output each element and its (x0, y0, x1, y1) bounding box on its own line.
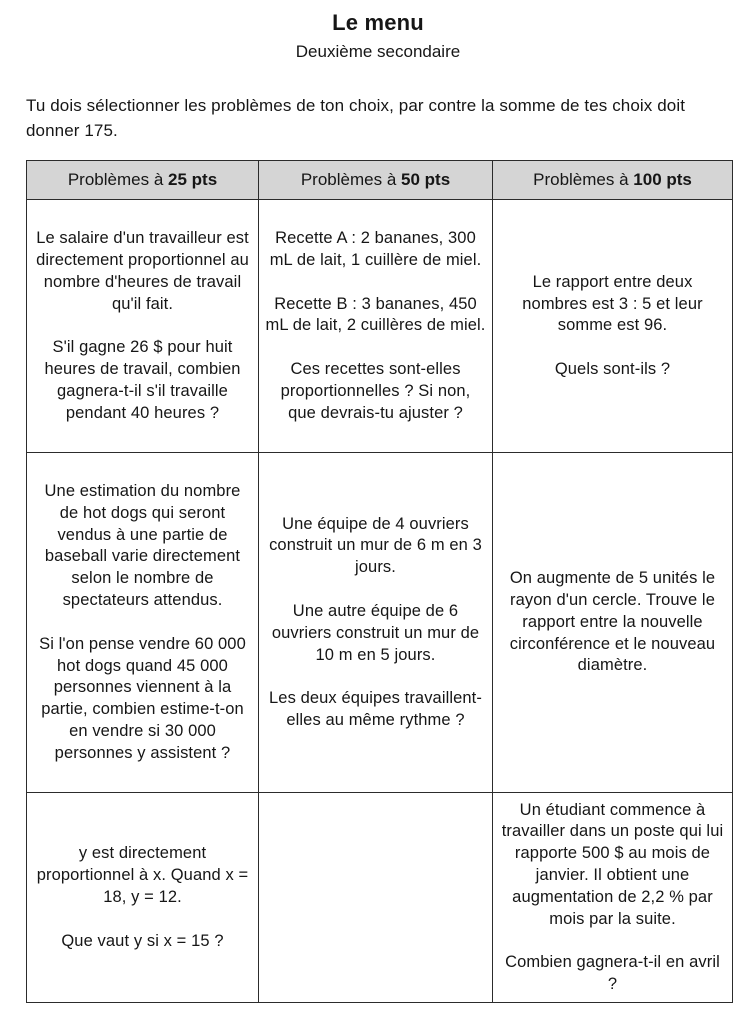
problem-paragraph: Le rapport entre deux nombres est 3 : 5 et leur somme est 96. (522, 272, 703, 335)
problem-cell-student-salary (493, 793, 733, 1003)
problem-cell-recipes (259, 200, 493, 453)
column-header-points: 50 pts (401, 170, 451, 190)
column-header-points: 100 pts (633, 170, 692, 190)
table-header-row (27, 161, 733, 200)
table-row (27, 200, 733, 453)
table-row (27, 793, 733, 1003)
problem-paragraph: Une estimation du nombre de hot dogs qui seront vendus à une partie de baseball varie directement selon le nombre de spectateurs attendus. (44, 482, 241, 610)
problem-paragraph: Ces recettes sont-elles proportionnelles ? Si non, que devrais-tu ajuster ? (280, 360, 471, 422)
problem-paragraph: Un étudiant commence à travailler dans un poste qui lui rapporte 500 $ au mois de janvier. Il obtient une augmentation de 2,2 % par mois par la suite. (501, 800, 724, 928)
problem-paragraph: Une équipe de 4 ouvriers construit un mur de 6 m en 3 jours. (269, 514, 482, 577)
problem-paragraph: Quels sont-ils ? (554, 360, 671, 379)
problem-cell-proportional-xy (27, 793, 259, 1003)
problem-paragraph: S'il gagne 26 $ pour huit heures de travail, combien gagnera-t-il s'il travaille pendant 40 heures ? (44, 338, 241, 422)
column-header-50pts (259, 161, 493, 200)
empty-cell (259, 793, 493, 1003)
instruction-text: Tu dois sélectionner les problèmes de ton choix, par contre la somme de tes choix doit donner 175. (26, 96, 686, 140)
problem-paragraph: Recette A : 2 bananes, 300 mL de lait, 1 cuillère de miel. (269, 229, 482, 269)
problem-cell-circle (493, 453, 733, 793)
problem-paragraph: Combien gagnera-t-il en avril ? (505, 953, 720, 994)
column-header-prefix: Problèmes à (533, 170, 634, 190)
problem-paragraph: Le salaire d'un travailleur est directement proportionnel au nombre d'heures de travail qu'il fait. (36, 229, 249, 313)
problem-paragraph: On augmente de 5 unités le rayon d'un cercle. Trouve le rapport entre la nouvelle circonférence et le nouveau diamètre. (509, 569, 716, 675)
table-row (27, 453, 733, 793)
problem-cell-ratio (493, 200, 733, 453)
page-subtitle: Deuxième secondaire (295, 42, 461, 61)
page-title: Le menu (332, 10, 424, 35)
problem-cell-teams (259, 453, 493, 793)
problem-paragraph: Que vaut y si x = 15 ? (61, 931, 224, 950)
problem-paragraph: y est directement proportionnel à x. Quand x = 18, y = 12. (36, 844, 249, 906)
problem-paragraph: Les deux équipes travaillent-elles au même rythme ? (269, 689, 482, 730)
problem-cell-hotdogs (27, 453, 259, 793)
problem-paragraph: Recette B : 3 bananes, 450 mL de lait, 2 cuillères de miel. (265, 294, 486, 335)
column-header-prefix: Problèmes à (300, 170, 402, 190)
column-header-100pts (493, 161, 733, 200)
problems-table (26, 160, 733, 1003)
problem-paragraph: Si l'on pense vendre 60 000 hot dogs quand 45 000 personnes viennent à la partie, combien estime-t-on en vendre si 30 000 personnes y assistent ? (39, 634, 246, 762)
problem-cell-salary (27, 200, 259, 453)
column-header-prefix: Problèmes à (67, 170, 169, 190)
column-header-25pts (27, 161, 259, 200)
column-header-points: 25 pts (168, 170, 218, 190)
problem-paragraph: Une autre équipe de 6 ouvriers construit un mur de 10 m en 5 jours. (271, 602, 480, 664)
